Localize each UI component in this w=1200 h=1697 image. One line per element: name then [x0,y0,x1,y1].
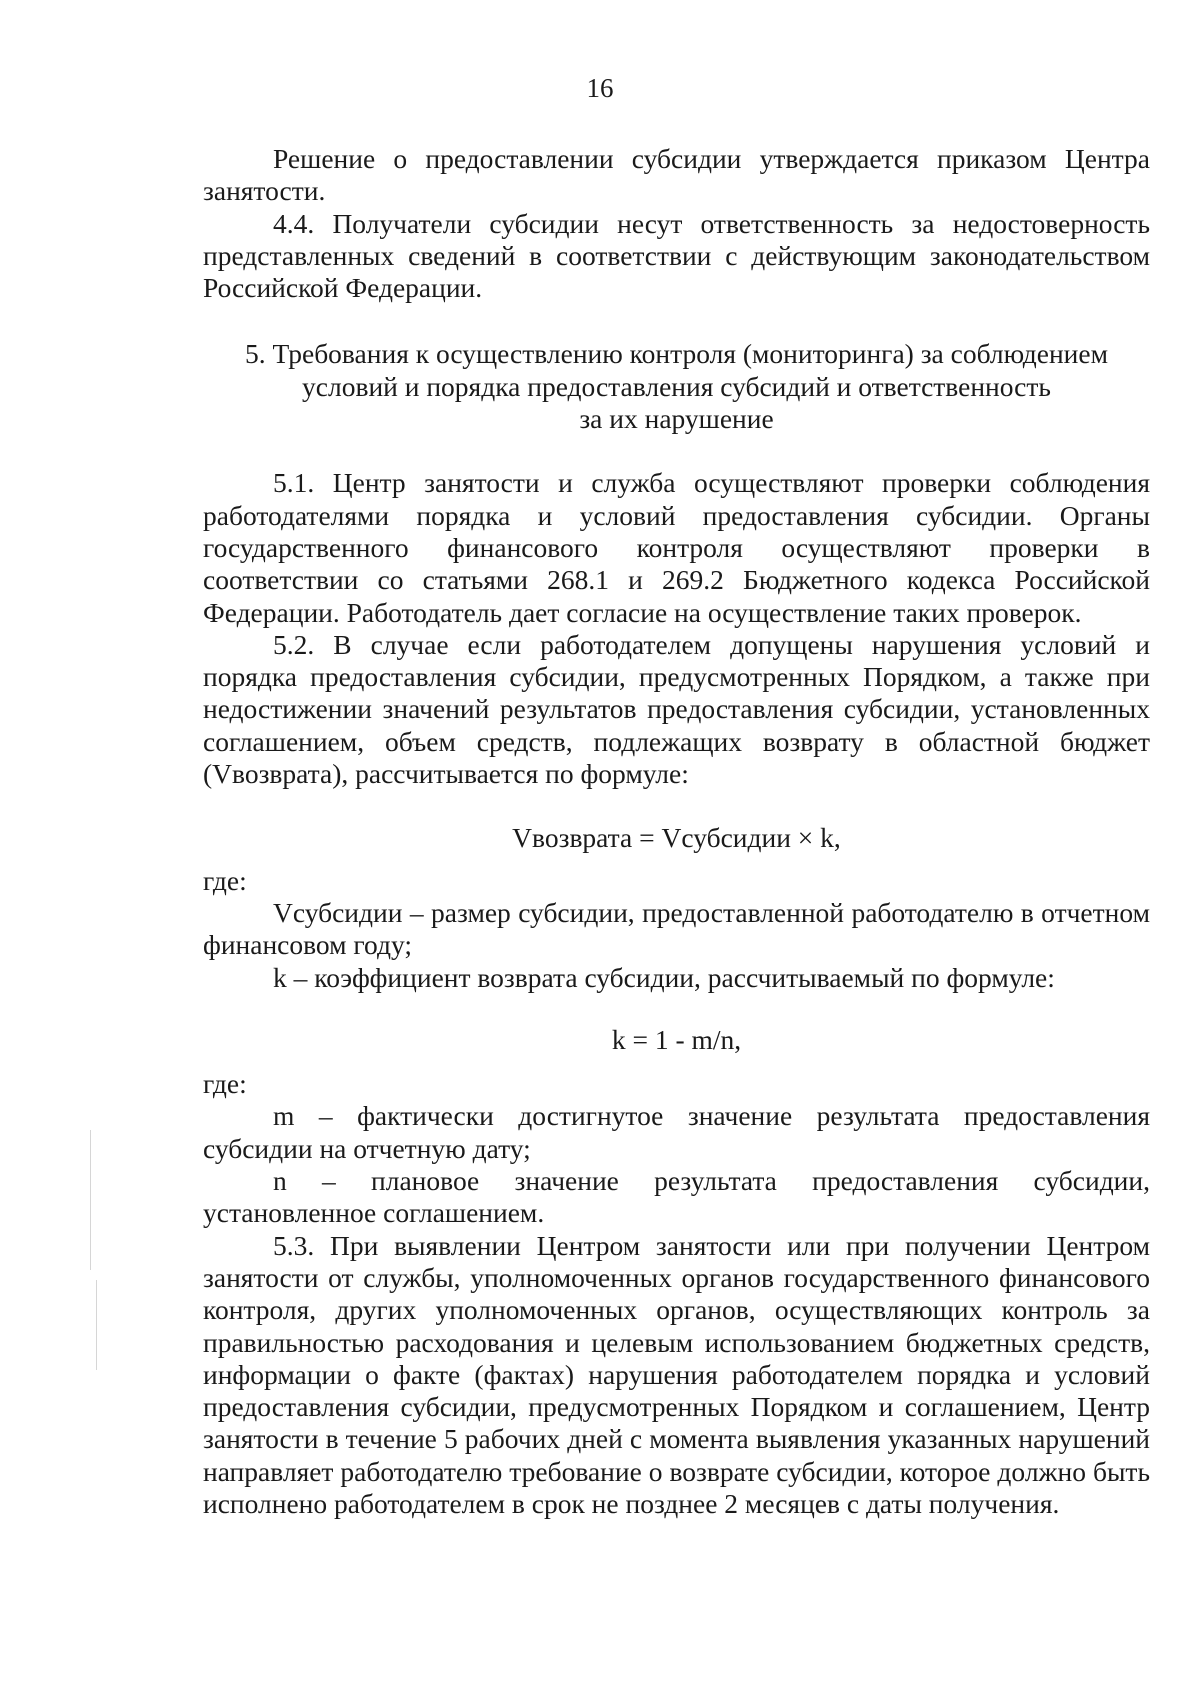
scan-margin-mark [90,1130,91,1270]
definition-k: k – коэффициент возврата субсидии, рассчитываемый по формуле: [273,961,1055,993]
section-heading-line: условий и порядка предоставления субсидий и ответственность [302,370,1051,402]
document-body [203,143,1150,1520]
formula-k: k = 1 - m/n, [611,1023,742,1055]
section-heading-line: 5. Требования к осуществлению контроля (мониторинга) за соблюдением [244,338,1109,370]
page-number: 16 [586,73,614,103]
paragraph-5-3: 5.3. При выявлении Центром занятости или при получении Центром занятости от службы, уполномоченных органов государственного финансового контроля, других уполномоченных органов, осуществляющих контроль за правильностью расходования и целевым использованием бюджетных средств, информации о факте (фактах) нарушения работодателем порядка и условий предоставления субсидии, предусмотренных Порядком и соглашением, Центр занятости в течение 5 рабочих дней с момента выявления указанных нарушений направляет работодателю требование о возврате субсидии, которое должно быть исполнено работодателем в срок не позднее 2 месяцев с даты получения. [203,1229,1150,1519]
paragraph-5-2: 5.2. В случае если работодателем допущены нарушения условий и порядка предоставления субсидии, предусмотренных Порядком, а также при недостижении значений результатов предоставления субсидии, установленных соглашением, объем средств, подлежащих возврату в областной бюджет (Vвозврата), рассчитывается по формуле: [203,628,1150,790]
definition-n: n – плановое значение результата предоставления субсидии, установленное соглашением. [203,1165,1150,1229]
paragraph-5-1: 5.1. Центр занятости и служба осуществляют проверки соблюдения работодателями порядка и условий предоставления субсидии. Органы государственного финансового контроля осуществляют проверки в соответствии со статьями 268.1 и 269.2 Бюджетного кодекса Российской Федерации. Работодатель дает согласие на осуществление таких проверок. [203,467,1150,628]
definition-v-subsidy: Vсубсидии – размер субсидии, предоставленной работодателю в отчетном финансовом году; [203,896,1150,961]
scan-margin-mark [96,1280,97,1370]
section-heading-line: за их нарушение [579,403,774,435]
where-label: где: [203,864,247,896]
definition-m: m – фактически достигнутое значение результата предоставления субсидии на отчетную дату; [203,1100,1150,1164]
paragraph-4-4: 4.4. Получатели субсидии несут ответственность за недостоверность представленных сведений в соответствии с действующим законодательством Российской Федерации. [203,207,1150,304]
where-label: где: [203,1068,247,1100]
section-heading [203,338,1150,435]
formula-v-return: Vвозврата = Vсубсидии × k, [512,822,841,854]
paragraph-decision: Решение о предоставлении субсидии утверждается приказом Центра занятости. [203,143,1150,207]
